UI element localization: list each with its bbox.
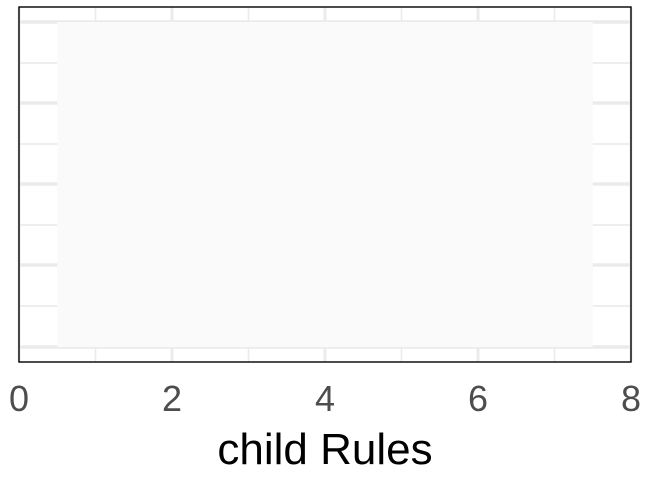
x-tick-label: 6 — [467, 378, 489, 419]
x-tick-label: 2 — [161, 378, 183, 419]
x-tick-label: 4 — [314, 378, 336, 419]
x-tick-label: 0 — [8, 378, 30, 419]
bar — [57, 22, 593, 347]
bars — [57, 22, 593, 347]
x-axis-ticks — [9, 378, 641, 419]
x-tick-label: 8 — [620, 378, 642, 419]
x-axis-title: child Rules — [217, 425, 433, 474]
